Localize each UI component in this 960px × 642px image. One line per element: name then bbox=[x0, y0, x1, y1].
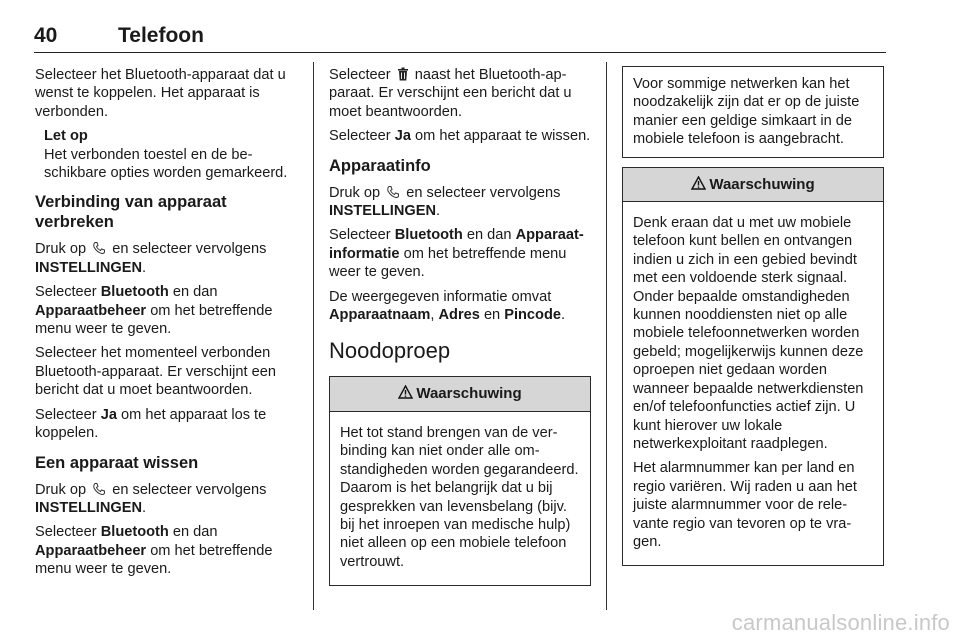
menu-term: INSTELLINGEN bbox=[35, 499, 143, 516]
info-text: Voor sommige netwerken kan het noodzakelijk zijn dat er op de juiste manier een geldige simkaart in de mobiele telefoon is aangebracht. bbox=[633, 76, 860, 148]
paragraph: De weergegeven informatie omvat Apparaatnaam, Adres en Pincode. bbox=[329, 288, 566, 324]
text: Selecteer bbox=[329, 227, 391, 244]
menu-term: Ja bbox=[100, 406, 117, 423]
text: en bbox=[483, 307, 501, 324]
warning-body bbox=[330, 412, 590, 585]
menu-term: Ja bbox=[394, 128, 411, 145]
menu-term: Bluetooth bbox=[394, 227, 463, 244]
text: om het betreffende menu weer te geven. bbox=[35, 542, 273, 578]
note-title: Let op bbox=[44, 128, 88, 145]
warning-icon bbox=[691, 176, 706, 190]
phone-icon bbox=[92, 241, 106, 255]
warning-title: Waarschuwing bbox=[709, 175, 815, 193]
note bbox=[44, 127, 299, 182]
menu-term: Pincode bbox=[504, 307, 561, 324]
section-heading: Verbinding van apparaat verbreken bbox=[35, 193, 227, 232]
paragraph bbox=[329, 226, 591, 281]
text: en selecteer vervolgens bbox=[112, 481, 267, 498]
warning-text: Het alarmnummer kan per land en regio variëren. Wij raden u aan het juiste alarmnummer voor de relevante regio van tevoren op te vragen. bbox=[633, 460, 857, 550]
warning-icon bbox=[398, 385, 413, 399]
section-heading: Een apparaat wissen bbox=[35, 453, 199, 472]
phone-icon bbox=[386, 185, 400, 199]
warning-box bbox=[329, 376, 591, 586]
section-heading: Apparaatinfo bbox=[329, 156, 431, 175]
text: Selecteer bbox=[35, 284, 97, 301]
warning-header bbox=[330, 377, 590, 411]
text: en dan bbox=[172, 284, 218, 301]
text: om het betreffende menu weer te geven. bbox=[329, 245, 567, 281]
text: om het apparaat te wissen. bbox=[415, 128, 591, 145]
menu-term: INSTELLINGEN bbox=[329, 203, 437, 220]
text: Druk op bbox=[35, 241, 87, 258]
text: om het apparaat los te koppelen. bbox=[35, 406, 267, 442]
text: en dan bbox=[466, 227, 512, 244]
text: en selecteer vervolgens bbox=[406, 184, 561, 201]
paragraph: Druk op en selecteer vervolgens INSTELLINGEN. bbox=[35, 241, 267, 276]
text: Selecteer bbox=[329, 67, 391, 83]
menu-term: Bluetooth bbox=[100, 524, 169, 541]
text: naast het Bluetooth-apparaat. Er verschijnt een bericht dat u moet beantwoorden. bbox=[329, 67, 572, 120]
column-2 bbox=[329, 66, 591, 586]
menu-term: Apparaatinformatie bbox=[329, 227, 584, 262]
text: Selecteer bbox=[35, 406, 97, 423]
text: Selecteer bbox=[329, 128, 391, 145]
menu-term: INSTELLINGEN bbox=[35, 259, 143, 276]
chapter-heading: Noodoproep bbox=[329, 338, 451, 364]
text: Selecteer bbox=[35, 524, 97, 541]
warning-text: Het tot stand brengen van de verbinding kan niet onder alle omstandigheden worden gegarandeerd. Daarom is het belangrijk dat u bij gesprekken van levensbelang (bijv. bij het inroepen van medische hulp) niet alleen op een mobiele telefoon vertrouwt. bbox=[340, 424, 579, 570]
text: om het betreffende menu weer te geven. bbox=[35, 302, 273, 338]
column-divider bbox=[606, 62, 607, 610]
text: Druk op bbox=[329, 184, 381, 201]
page-header bbox=[34, 22, 886, 53]
paragraph: Selecteer het momenteel verbonden Bluetooth-apparaat. Er verschijnt een bericht dat u moet beantwoorden. bbox=[35, 345, 276, 399]
column-1 bbox=[35, 66, 299, 585]
menu-term: Apparaatnaam bbox=[329, 307, 431, 324]
menu-term: Bluetooth bbox=[100, 284, 169, 301]
paragraph: Druk op en selecteer vervolgens INSTELLINGEN. bbox=[35, 481, 267, 516]
paragraph bbox=[35, 283, 299, 338]
page-title: Telefoon bbox=[118, 24, 204, 47]
trash-icon bbox=[397, 67, 409, 81]
paragraph: Selecteer het Bluetooth-apparaat dat u wenst te koppelen. Het apparaat is verbonden. bbox=[35, 67, 286, 120]
paragraph bbox=[329, 66, 591, 121]
text: en selecteer vervolgens bbox=[112, 241, 267, 258]
text: en dan bbox=[172, 524, 218, 541]
warning-box bbox=[622, 167, 884, 567]
column-3 bbox=[622, 66, 884, 566]
paragraph bbox=[35, 523, 299, 578]
note-text: Het verbonden toestel en de beschikbare opties worden gemarkeerd. bbox=[44, 146, 288, 182]
paragraph bbox=[329, 127, 591, 145]
text: Druk op bbox=[35, 481, 87, 498]
column-divider bbox=[313, 62, 314, 610]
paragraph bbox=[35, 406, 299, 443]
info-box bbox=[622, 66, 884, 158]
page-number: 40 bbox=[34, 24, 58, 47]
warning-header bbox=[623, 168, 883, 202]
warning-text: Denk eraan dat u met uw mobiele telefoon kunt bellen en ontvangen indien u zich in een gebied bevindt met een voldoende sterk signaal. Onder bepaalde omstandigheden kunnen nooddiensten niet op alle mobiele telefoonnetwerken worden gebeld; mogelijkerwijs kunnen deze oproepen niet gedaan worden wanneer bepaalde netwerkdiensten en/of telefoonfuncties actief zijn. U kunt hierover uw lokale netwerkexploitant raadplegen. bbox=[633, 215, 864, 452]
warning-body bbox=[623, 202, 883, 565]
menu-term: Apparaatbeheer bbox=[35, 302, 147, 319]
phone-icon bbox=[92, 482, 106, 496]
text: De weergegeven informatie omvat bbox=[329, 288, 552, 305]
menu-term: Adres bbox=[438, 307, 480, 324]
paragraph: Druk op en selecteer vervolgens INSTELLINGEN. bbox=[329, 184, 561, 220]
menu-term: Apparaatbeheer bbox=[35, 542, 147, 559]
watermark: carmanualsonline.info bbox=[731, 610, 950, 635]
warning-title: Waarschuwing bbox=[416, 385, 522, 403]
